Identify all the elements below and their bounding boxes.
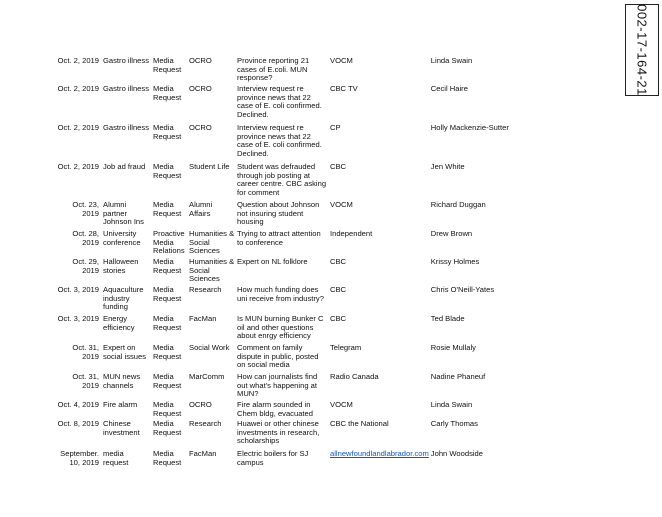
table-row — [54, 57, 520, 85]
outlet-cell: CBC — [330, 163, 347, 171]
date-cell: Oct. 31, 2019 — [72, 373, 99, 390]
date-cell: Oct. 28, 2019 — [72, 230, 99, 247]
contact-cell: Carly Thomas — [430, 420, 478, 428]
type-cell: Media Request — [153, 420, 182, 437]
table-row — [54, 344, 520, 373]
table-row — [54, 450, 520, 486]
topic-cell: MUN news channels — [103, 373, 141, 390]
description-cell: Interview request re province news that 22 case of E. coli confirmed. Declined. — [237, 124, 322, 158]
contact-cell: John Woodside — [430, 450, 484, 458]
unit-cell: Humanities & Social Sciences — [189, 230, 235, 256]
description-cell: How much funding does uni receive from industry? — [237, 286, 324, 303]
unit-cell: OCRO — [189, 124, 212, 132]
date-cell: September. 10, 2019 — [60, 450, 99, 467]
description-cell: Student was defrauded through job posting at career centre. CBC asking for comment — [237, 163, 327, 197]
type-cell: Media Request — [153, 258, 182, 275]
description-cell: Electric boilers for SJ campus — [237, 450, 309, 467]
type-cell: Media Request — [153, 286, 182, 303]
media-log-body — [54, 57, 520, 486]
topic-cell: Gastro illness — [103, 124, 150, 132]
description-cell: Province reporting 21 cases of E.coli. MUN response? — [237, 57, 310, 83]
outlet-link[interactable]: allnewfoundlandlabrador.com — [330, 450, 429, 458]
date-cell: Oct. 3, 2019 — [57, 315, 99, 323]
media-log-table — [54, 57, 520, 486]
description-cell: Question about Johnson not insuring student housing — [237, 201, 320, 227]
outlet-cell: CBC TV — [330, 85, 358, 93]
outlet-cell: CBC — [330, 286, 347, 294]
date-cell: Oct. 2, 2019 — [57, 57, 99, 65]
date-cell: Oct. 23, 2019 — [72, 201, 99, 218]
stamp-number: 002-17-164-21 — [634, 4, 650, 96]
unit-cell: MarComm — [189, 373, 225, 381]
topic-cell: Fire alarm — [103, 401, 138, 409]
type-cell: Media Request — [153, 401, 182, 418]
table-row — [54, 85, 520, 124]
table-row — [54, 230, 520, 258]
date-cell: Oct. 8, 2019 — [57, 420, 99, 428]
unit-cell: Student Life — [189, 163, 230, 171]
outlet-cell[interactable] — [329, 450, 430, 486]
topic-cell: Gastro illness — [103, 85, 150, 93]
unit-cell: FacMan — [189, 315, 217, 323]
topic-cell: media request — [103, 450, 129, 467]
type-cell: Media Request — [153, 201, 182, 218]
topic-cell: Expert on social issues — [103, 344, 147, 361]
topic-cell: Energy efficiency — [103, 315, 135, 332]
description-cell: Is MUN burning Bunker C oil and other questions about enrgy efficiency — [237, 315, 324, 341]
description-cell: Huawei or other chinese investments in research, scholarships — [237, 420, 320, 446]
topic-cell: Job ad fraud — [103, 163, 146, 171]
date-cell: Oct. 4, 2019 — [57, 401, 99, 409]
date-cell: Oct. 31, 2019 — [72, 344, 99, 361]
table-row — [54, 373, 520, 401]
topic-cell: Gastro illness — [103, 57, 150, 65]
unit-cell: OCRO — [189, 401, 212, 409]
date-cell: Oct. 2, 2019 — [57, 85, 99, 93]
type-cell: Media Request — [153, 315, 182, 332]
table-row — [54, 286, 520, 315]
contact-cell: Jen White — [430, 163, 465, 171]
table-row — [54, 163, 520, 201]
description-cell: Comment on family dispute in public, posted on social media — [237, 344, 319, 370]
topic-cell: Aquaculture industry funding — [103, 286, 144, 312]
contact-cell: Holly Mackenzie-Sutter — [430, 124, 509, 132]
outlet-cell: VOCM — [330, 401, 353, 409]
topic-cell: Chinese investment — [103, 420, 140, 437]
contact-cell: Cecil Haire — [430, 85, 468, 93]
topic-cell: University conference — [103, 230, 141, 247]
unit-cell: OCRO — [189, 85, 212, 93]
table-row — [54, 124, 520, 163]
outlet-cell: Independent — [330, 230, 373, 238]
type-cell: Media Request — [153, 373, 182, 390]
outlet-cell: Telegram — [330, 344, 362, 352]
type-cell: Media Request — [153, 163, 182, 180]
outlet-cell: CBC — [330, 315, 347, 323]
contact-cell: Linda Swain — [430, 401, 473, 409]
table-row — [54, 201, 520, 230]
outlet-cell: Radio Canada — [330, 373, 379, 381]
description-cell: Trying to attract attention to conference — [237, 230, 321, 247]
contact-cell: Ted Blade — [430, 315, 465, 323]
description-cell: Fire alarm sounded in Chem bldg, evacuated — [237, 401, 313, 418]
topic-cell: Halloween stories — [103, 258, 139, 275]
table-row — [54, 401, 520, 420]
topic-cell: Alumni partner Johnson Ins — [103, 201, 144, 227]
outlet-cell: CBC — [330, 258, 347, 266]
outlet-cell: VOCM — [330, 201, 353, 209]
type-cell: Media Request — [153, 124, 182, 141]
contact-cell: Richard Duggan — [430, 201, 486, 209]
unit-cell: FacMan — [189, 450, 217, 458]
unit-cell: OCRO — [189, 57, 212, 65]
unit-cell: Research — [189, 286, 222, 294]
date-cell: Oct. 29, 2019 — [72, 258, 99, 275]
description-cell: Expert on NL folklore — [237, 258, 308, 266]
contact-cell: Rosie Mullaly — [430, 344, 476, 352]
date-cell: Oct. 2, 2019 — [57, 163, 99, 171]
page-stamp — [625, 4, 659, 96]
type-cell: Media Request — [153, 57, 182, 74]
table-row — [54, 258, 520, 286]
contact-cell: Nadine Phaneuf — [430, 373, 486, 381]
description-cell: How can journalists find out what's happening at MUN? — [237, 373, 318, 399]
date-cell: Oct. 2, 2019 — [57, 124, 99, 132]
outlet-cell: VOCM — [330, 57, 353, 65]
unit-cell: Alumni Affairs — [189, 201, 213, 218]
contact-cell: Linda Swain — [430, 57, 473, 65]
date-cell: Oct. 3, 2019 — [57, 286, 99, 294]
unit-cell: Humanities & Social Sciences — [189, 258, 235, 284]
type-cell: Media Request — [153, 85, 182, 102]
type-cell: Media Request — [153, 344, 182, 361]
table-row — [54, 420, 520, 450]
contact-cell: Chris O'Neill-Yates — [430, 286, 495, 294]
contact-cell: Drew Brown — [430, 230, 473, 238]
type-cell: Proactive Media Relations — [153, 230, 185, 256]
contact-cell: Krissy Holmes — [430, 258, 480, 266]
outlet-cell: CP — [330, 124, 341, 132]
unit-cell: Research — [189, 420, 222, 428]
outlet-cell: CBC the National — [330, 420, 389, 428]
table-row — [54, 315, 520, 344]
type-cell: Media Request — [153, 450, 182, 467]
description-cell: Interview request re province news that 22 case of E. coli confirmed. Declined. — [237, 85, 322, 119]
unit-cell: Social Work — [189, 344, 230, 352]
